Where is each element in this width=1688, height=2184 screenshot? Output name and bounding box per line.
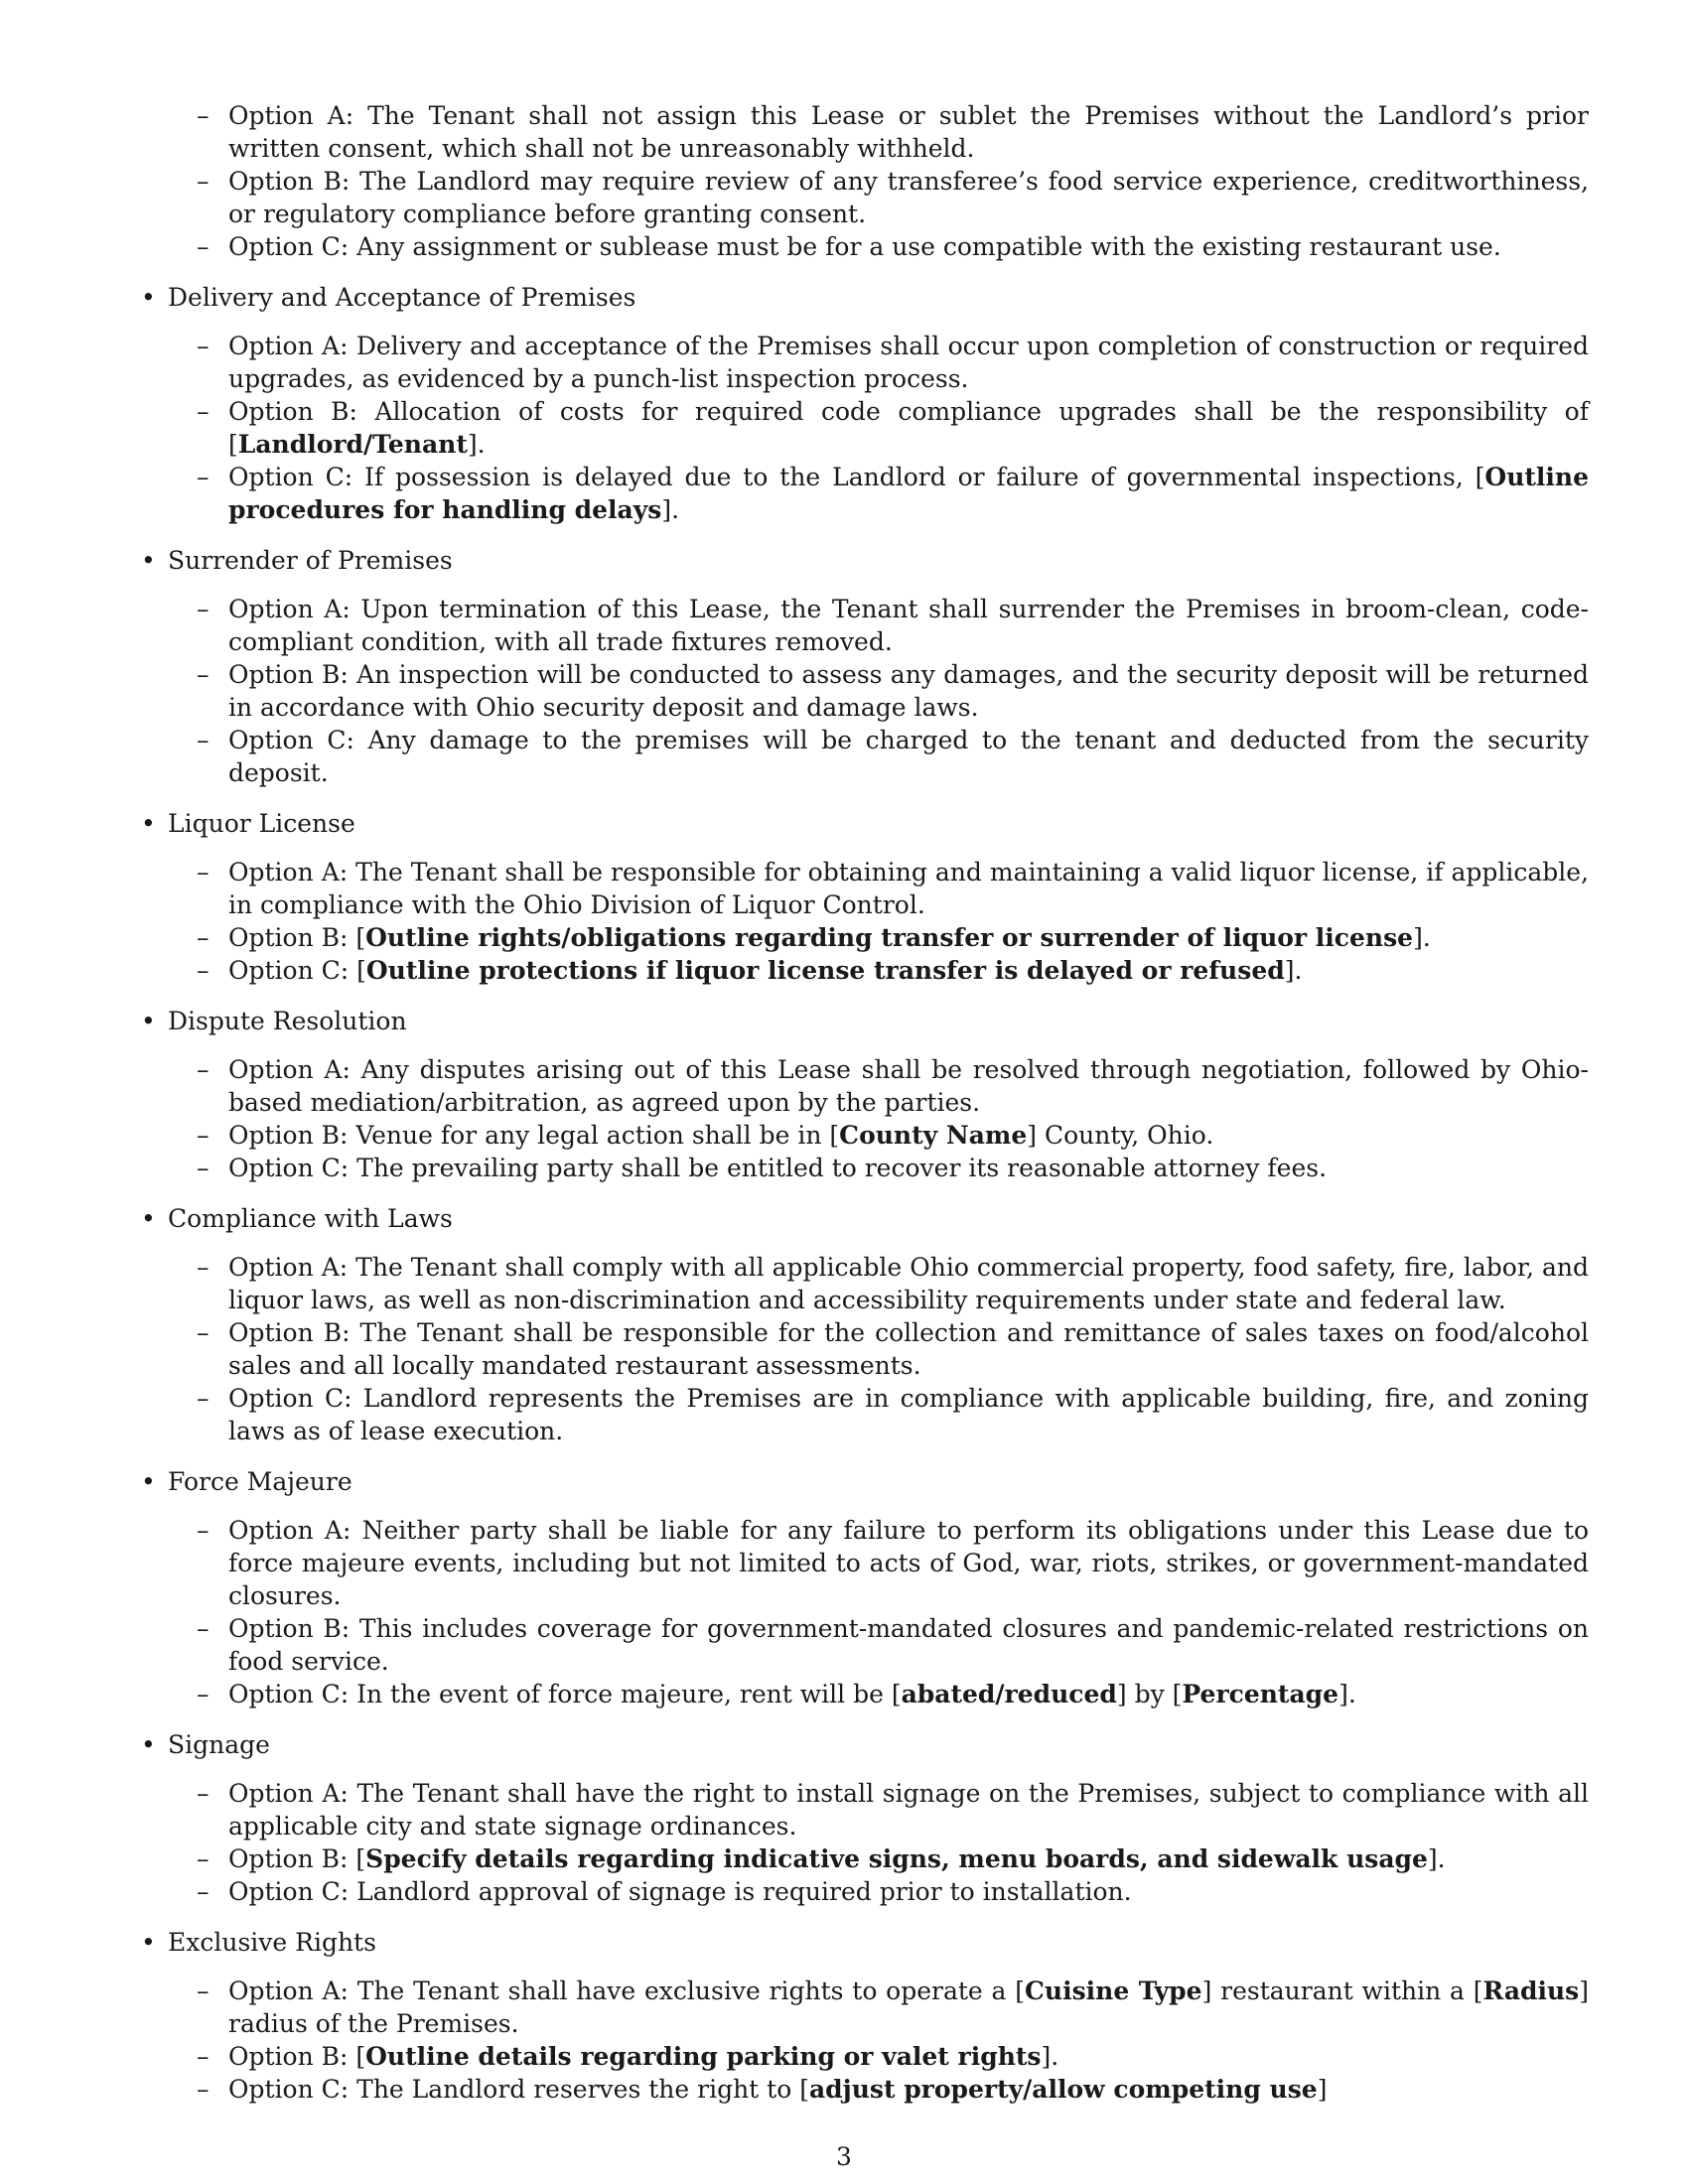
- dash-marker: –: [197, 1680, 210, 1708]
- option-text: Option A: Any disputes arising out of this Lease shall be resolved through negotiation, followed by Ohio-based mediation/arbitration, as agreed upon by the parties.: [228, 1055, 1589, 1117]
- option-item: [129, 1612, 1589, 1678]
- dash-marker: –: [197, 397, 210, 426]
- option-text: Option C: Landlord approval of signage is required prior to installation.: [228, 1877, 1132, 1906]
- option-text: ] by [: [1116, 1680, 1183, 1708]
- dash-marker: –: [197, 1516, 210, 1545]
- dash-marker: –: [197, 332, 210, 360]
- dash-marker: –: [197, 956, 210, 985]
- dash-marker: –: [197, 1877, 210, 1906]
- option-text: Option B: This includes coverage for government-mandated closures and pandemic-related restrictions on food service.: [228, 1614, 1589, 1676]
- option-text: Option A: Delivery and acceptance of the Premises shall occur upon completion of construction or required upgrades, as evidenced by a punch-list inspection process.: [228, 332, 1589, 393]
- option-text: ] restaurant within a [: [1201, 1977, 1483, 2005]
- option-text: Option C: The prevailing party shall be entitled to recover its reasonable attorney fees.: [228, 1154, 1328, 1182]
- section-heading: [129, 1005, 1589, 1037]
- option-list: [129, 330, 1589, 526]
- lease-section: [129, 1202, 1589, 1447]
- lease-section: [129, 807, 1589, 987]
- option-text: Option A: The Tenant shall not assign this Lease or sublet the Premises without the Landlord’s prior written consent, which shall not be unreasonably withheld.: [228, 101, 1589, 163]
- option-text: ].: [1284, 956, 1303, 985]
- dash-marker: –: [197, 726, 210, 754]
- placeholder-text: adjust property/allow competing use: [808, 2075, 1318, 2104]
- option-text: Option C: If possession is delayed due to the Landlord or failure of governmental inspections, [: [228, 463, 1485, 491]
- option-item: [129, 1875, 1589, 1908]
- section-title: Surrender of Premises: [168, 546, 453, 575]
- option-text: Option A: The Tenant shall comply with all applicable Ohio commercial property, food safety, fire, labor, and liquor laws, as well as non-discrimination and accessibility requirements under state and federal law.: [228, 1253, 1589, 1314]
- option-text: Option A: The Tenant shall be responsible for obtaining and maintaining a valid liquor license, if applicable, in compliance with the Ohio Division of Liquor Control.: [228, 858, 1589, 919]
- option-text: Option C: In the event of force majeure, rent will be [: [228, 1680, 902, 1708]
- option-list: [129, 99, 1589, 263]
- option-item: [129, 461, 1589, 526]
- option-item: [129, 1152, 1589, 1184]
- option-item: [129, 1382, 1589, 1447]
- bullet-icon: •: [141, 1007, 156, 1035]
- option-item: [129, 921, 1589, 954]
- placeholder-text: County Name: [839, 1121, 1028, 1150]
- option-text: Option B: The Tenant shall be responsible for the collection and remittance of sales taxes on food/alcohol sales and all locally mandated restaurant assessments.: [228, 1318, 1589, 1380]
- page-content: [129, 99, 1589, 2123]
- lease-section: [129, 1926, 1589, 2106]
- option-text: ].: [661, 495, 680, 524]
- bullet-icon: •: [141, 283, 156, 312]
- placeholder-text: Percentage: [1182, 1680, 1339, 1708]
- option-text: Option B: [: [228, 1844, 366, 1873]
- option-item: [129, 395, 1589, 461]
- option-item: [129, 230, 1589, 263]
- option-item: [129, 165, 1589, 230]
- placeholder-text: Outline details regarding parking or valet rights: [365, 2042, 1042, 2071]
- section-title: Exclusive Rights: [168, 1928, 376, 1957]
- option-item: [129, 1975, 1589, 2040]
- option-list: [129, 1514, 1589, 1710]
- option-item: [129, 1316, 1589, 1382]
- dash-marker: –: [197, 232, 210, 261]
- option-list: [129, 856, 1589, 987]
- section-title: Delivery and Acceptance of Premises: [168, 283, 636, 312]
- dash-marker: –: [197, 1318, 210, 1347]
- option-text: Option C: Any assignment or sublease must be for a use compatible with the existing restaurant use.: [228, 232, 1501, 261]
- option-item: [129, 1119, 1589, 1152]
- option-item: [129, 1053, 1589, 1119]
- placeholder-text: Outline rights/obligations regarding transfer or surrender of liquor license: [365, 923, 1414, 952]
- dash-marker: –: [197, 1614, 210, 1643]
- option-text: Option C: The Landlord reserves the right to [: [228, 2075, 809, 2104]
- lease-section: [129, 281, 1589, 526]
- dash-marker: –: [197, 101, 210, 130]
- lease-section: [129, 1728, 1589, 1908]
- dash-marker: –: [197, 660, 210, 689]
- option-text: ].: [1413, 923, 1431, 952]
- option-list: [129, 1975, 1589, 2106]
- option-item: [129, 1251, 1589, 1316]
- option-list: [129, 1251, 1589, 1447]
- option-item: [129, 2040, 1589, 2073]
- option-text: ].: [1427, 1844, 1446, 1873]
- option-item: [129, 593, 1589, 658]
- dash-marker: –: [197, 923, 210, 952]
- dash-marker: –: [197, 2075, 210, 2104]
- continued-options-block: [129, 99, 1589, 263]
- section-heading: [129, 281, 1589, 314]
- option-list: [129, 1777, 1589, 1908]
- dash-marker: –: [197, 2042, 210, 2071]
- section-title: Force Majeure: [168, 1467, 352, 1496]
- bullet-icon: •: [141, 1928, 156, 1957]
- placeholder-text: Specify details regarding indicative signs, menu boards, and sidewalk usage: [365, 1844, 1428, 1873]
- dash-marker: –: [197, 1384, 210, 1413]
- option-item: [129, 99, 1589, 165]
- section-heading: [129, 1728, 1589, 1761]
- section-title: Compliance with Laws: [168, 1204, 453, 1233]
- lease-section: [129, 1465, 1589, 1710]
- option-text: Option C: Landlord represents the Premises are in compliance with applicable building, fire, and zoning laws as of lease execution.: [228, 1384, 1589, 1445]
- lease-section: [129, 544, 1589, 789]
- dash-marker: –: [197, 1977, 210, 2005]
- option-item: [129, 1843, 1589, 1875]
- option-text: ].: [1041, 2042, 1059, 2071]
- placeholder-text: Cuisine Type: [1025, 1977, 1202, 2005]
- option-list: [129, 593, 1589, 789]
- option-item: [129, 1777, 1589, 1843]
- placeholder-text: Radius: [1482, 1977, 1580, 2005]
- dash-marker: –: [197, 1779, 210, 1808]
- dash-marker: –: [197, 595, 210, 623]
- option-item: [129, 658, 1589, 724]
- page-number: 3: [836, 2142, 852, 2171]
- option-text: Option B: [: [228, 923, 366, 952]
- section-title: Dispute Resolution: [168, 1007, 407, 1035]
- section-heading: [129, 807, 1589, 840]
- bullet-icon: •: [141, 809, 156, 838]
- option-text: ] radius of the Premises.: [228, 1977, 1590, 2038]
- option-text: ].: [467, 430, 486, 459]
- option-text: Option C: Any damage to the premises will be charged to the tenant and deducted from the security deposit.: [228, 726, 1589, 787]
- placeholder-text: Landlord/Tenant: [237, 430, 468, 459]
- dash-marker: –: [197, 1121, 210, 1150]
- option-text: Option A: Neither party shall be liable for any failure to perform its obligations under this Lease due to force majeure events, including but not limited to acts of God, war, riots, strikes, or government-mandated closures.: [228, 1516, 1589, 1610]
- option-text: Option C: [: [228, 956, 366, 985]
- option-text: ]: [1317, 2075, 1328, 2104]
- dash-marker: –: [197, 1844, 210, 1873]
- placeholder-text: Outline procedures for handling delays: [228, 463, 1589, 524]
- option-text: ] County, Ohio.: [1027, 1121, 1214, 1150]
- option-item: [129, 856, 1589, 921]
- section-title: Liquor License: [168, 809, 355, 838]
- option-text: Option B: Venue for any legal action shall be in [: [228, 1121, 840, 1150]
- option-text: Option A: Upon termination of this Lease, the Tenant shall surrender the Premises in broom-clean, code-compliant condition, with all trade fixtures removed.: [228, 595, 1589, 656]
- section-heading: [129, 544, 1589, 577]
- section-heading: [129, 1465, 1589, 1498]
- section-heading: [129, 1926, 1589, 1959]
- option-text: Option B: An inspection will be conducted to assess any damages, and the security deposit will be returned in accordance with Ohio security deposit and damage laws.: [228, 660, 1589, 722]
- dash-marker: –: [197, 1154, 210, 1182]
- dash-marker: –: [197, 858, 210, 887]
- dash-marker: –: [197, 1253, 210, 1282]
- option-text: Option B: [: [228, 2042, 366, 2071]
- bullet-icon: •: [141, 1467, 156, 1496]
- option-list: [129, 1053, 1589, 1184]
- option-item: [129, 1514, 1589, 1612]
- option-text: Option A: The Tenant shall have the right to install signage on the Premises, subject to compliance with all applicable city and state signage ordinances.: [228, 1779, 1589, 1841]
- option-item: [129, 1678, 1589, 1710]
- dash-marker: –: [197, 463, 210, 491]
- option-text: Option B: Allocation of costs for required code compliance upgrades shall be the responsibility of [: [228, 397, 1589, 459]
- option-text: Option A: The Tenant shall have exclusive rights to operate a [: [228, 1977, 1025, 2005]
- option-item: [129, 330, 1589, 395]
- option-item: [129, 954, 1589, 987]
- option-text: ].: [1338, 1680, 1356, 1708]
- section-title: Signage: [168, 1730, 270, 1759]
- dash-marker: –: [197, 1055, 210, 1084]
- bullet-icon: •: [141, 1730, 156, 1759]
- section-heading: [129, 1202, 1589, 1235]
- lease-section: [129, 1005, 1589, 1184]
- placeholder-text: Outline protections if liquor license transfer is delayed or refused: [365, 956, 1285, 985]
- dash-marker: –: [197, 167, 210, 196]
- placeholder-text: abated/reduced: [901, 1680, 1117, 1708]
- bullet-icon: •: [141, 546, 156, 575]
- option-item: [129, 724, 1589, 789]
- bullet-icon: •: [141, 1204, 156, 1233]
- option-item: [129, 2073, 1589, 2106]
- option-text: Option B: The Landlord may require review of any transferee’s food service experience, creditworthiness, or regulatory compliance before granting consent.: [228, 167, 1589, 228]
